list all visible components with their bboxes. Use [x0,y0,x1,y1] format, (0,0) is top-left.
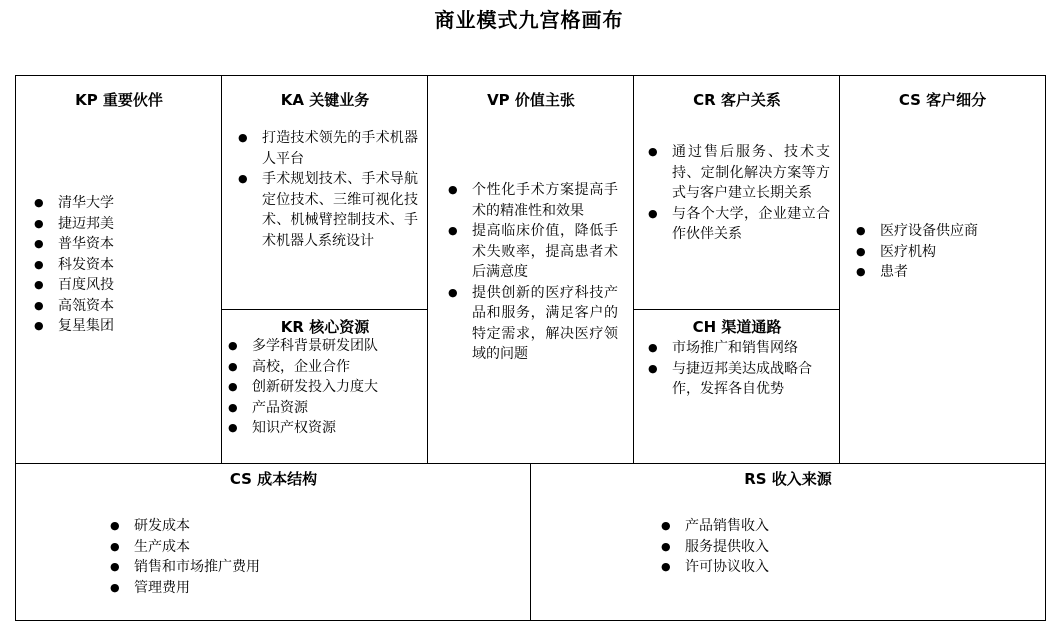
customer-relationships-list [646,142,830,245]
list-item: ● 销售和市场推广费用 [108,557,408,578]
list-item: ● 研发成本 [108,516,408,537]
list-item: ● 个性化手术方案提高手术的精准性和效果 [446,180,618,221]
list-item: ● 产品资源 [226,398,422,419]
list-item: ● 生产成本 [108,537,408,558]
key-partners-cell [15,75,223,465]
list-item: ● 科发资本 [32,255,212,276]
list-item: ● 与捷迈邦美达成战略合作，发挥各自优势 [646,359,832,400]
channels-header: CH 渠道通路 [692,318,782,336]
list-item: ● 提高临床价值，降低手术失败率，提高患者术后满意度 [446,221,618,283]
key-resources-list [226,336,422,439]
list-item: ● 服务提供收入 [659,537,959,558]
key-activities-header: KA 关键业务 [280,91,370,109]
customer-segments-cell [839,75,1046,465]
channels-cell [633,309,841,465]
list-item: ● 手术规划技术、手术导航定位技术、三维可视化技术、机械臂控制技术、手术机器人系统设计 [236,169,418,251]
list-item: ● 捷迈邦美 [32,214,212,235]
list-item: ● 医疗机构 [854,242,1034,263]
key-partners-header: KP 重要伙伴 [75,91,163,109]
customer-segments-header: CS 客户细分 [898,91,987,109]
list-item: ● 百度风投 [32,275,212,296]
list-item: ● 高校，企业合作 [226,357,422,378]
key-activities-list [236,128,418,251]
list-item: ● 提供创新的医疗科技产品和服务，满足客户的特定需求，解决医疗领域的问题 [446,283,618,365]
key-resources-cell [221,309,429,465]
list-item: ● 许可协议收入 [659,557,959,578]
customer-segments-list [854,221,1034,283]
value-proposition-list [446,180,618,365]
revenue-streams-header: RS 收入来源 [744,470,832,488]
list-item: ● 医疗设备供应商 [854,221,1034,242]
revenue-streams-list [659,516,959,578]
page-title: 商业模式九宫格画布 [434,8,624,32]
key-partners-list [32,193,212,337]
channels-list [646,338,832,400]
list-item: ● 打造技术领先的手术机器人平台 [236,128,418,169]
list-item: ● 市场推广和销售网络 [646,338,832,359]
customer-relationships-header: CR 客户关系 [693,91,781,109]
key-resources-header: KR 核心资源 [280,318,370,336]
list-item: ● 多学科背景研发团队 [226,336,422,357]
value-proposition-header: VP 价值主张 [487,91,575,109]
list-item: ● 与各个大学，企业建立合作伙伴关系 [646,204,830,245]
cost-structure-header: CS 成本结构 [229,470,318,488]
list-item: ● 复星集团 [32,316,212,337]
value-proposition-cell [427,75,635,465]
list-item: ● 管理费用 [108,578,408,599]
list-item: ● 通过售后服务、技术支持、定制化解决方案等方式与客户建立长期关系 [646,142,830,204]
cost-structure-list [108,516,408,598]
list-item: ● 患者 [854,262,1034,283]
list-item: ● 知识产权资源 [226,418,422,439]
list-item: ● 清华大学 [32,193,212,214]
list-item: ● 普华资本 [32,234,212,255]
customer-relationships-cell [633,75,841,311]
list-item: ● 高瓴资本 [32,296,212,317]
revenue-streams-cell [530,463,1046,621]
list-item: ● 产品销售收入 [659,516,959,537]
key-activities-cell [221,75,429,311]
cost-structure-cell [15,463,532,621]
list-item: ● 创新研发投入力度大 [226,377,422,398]
